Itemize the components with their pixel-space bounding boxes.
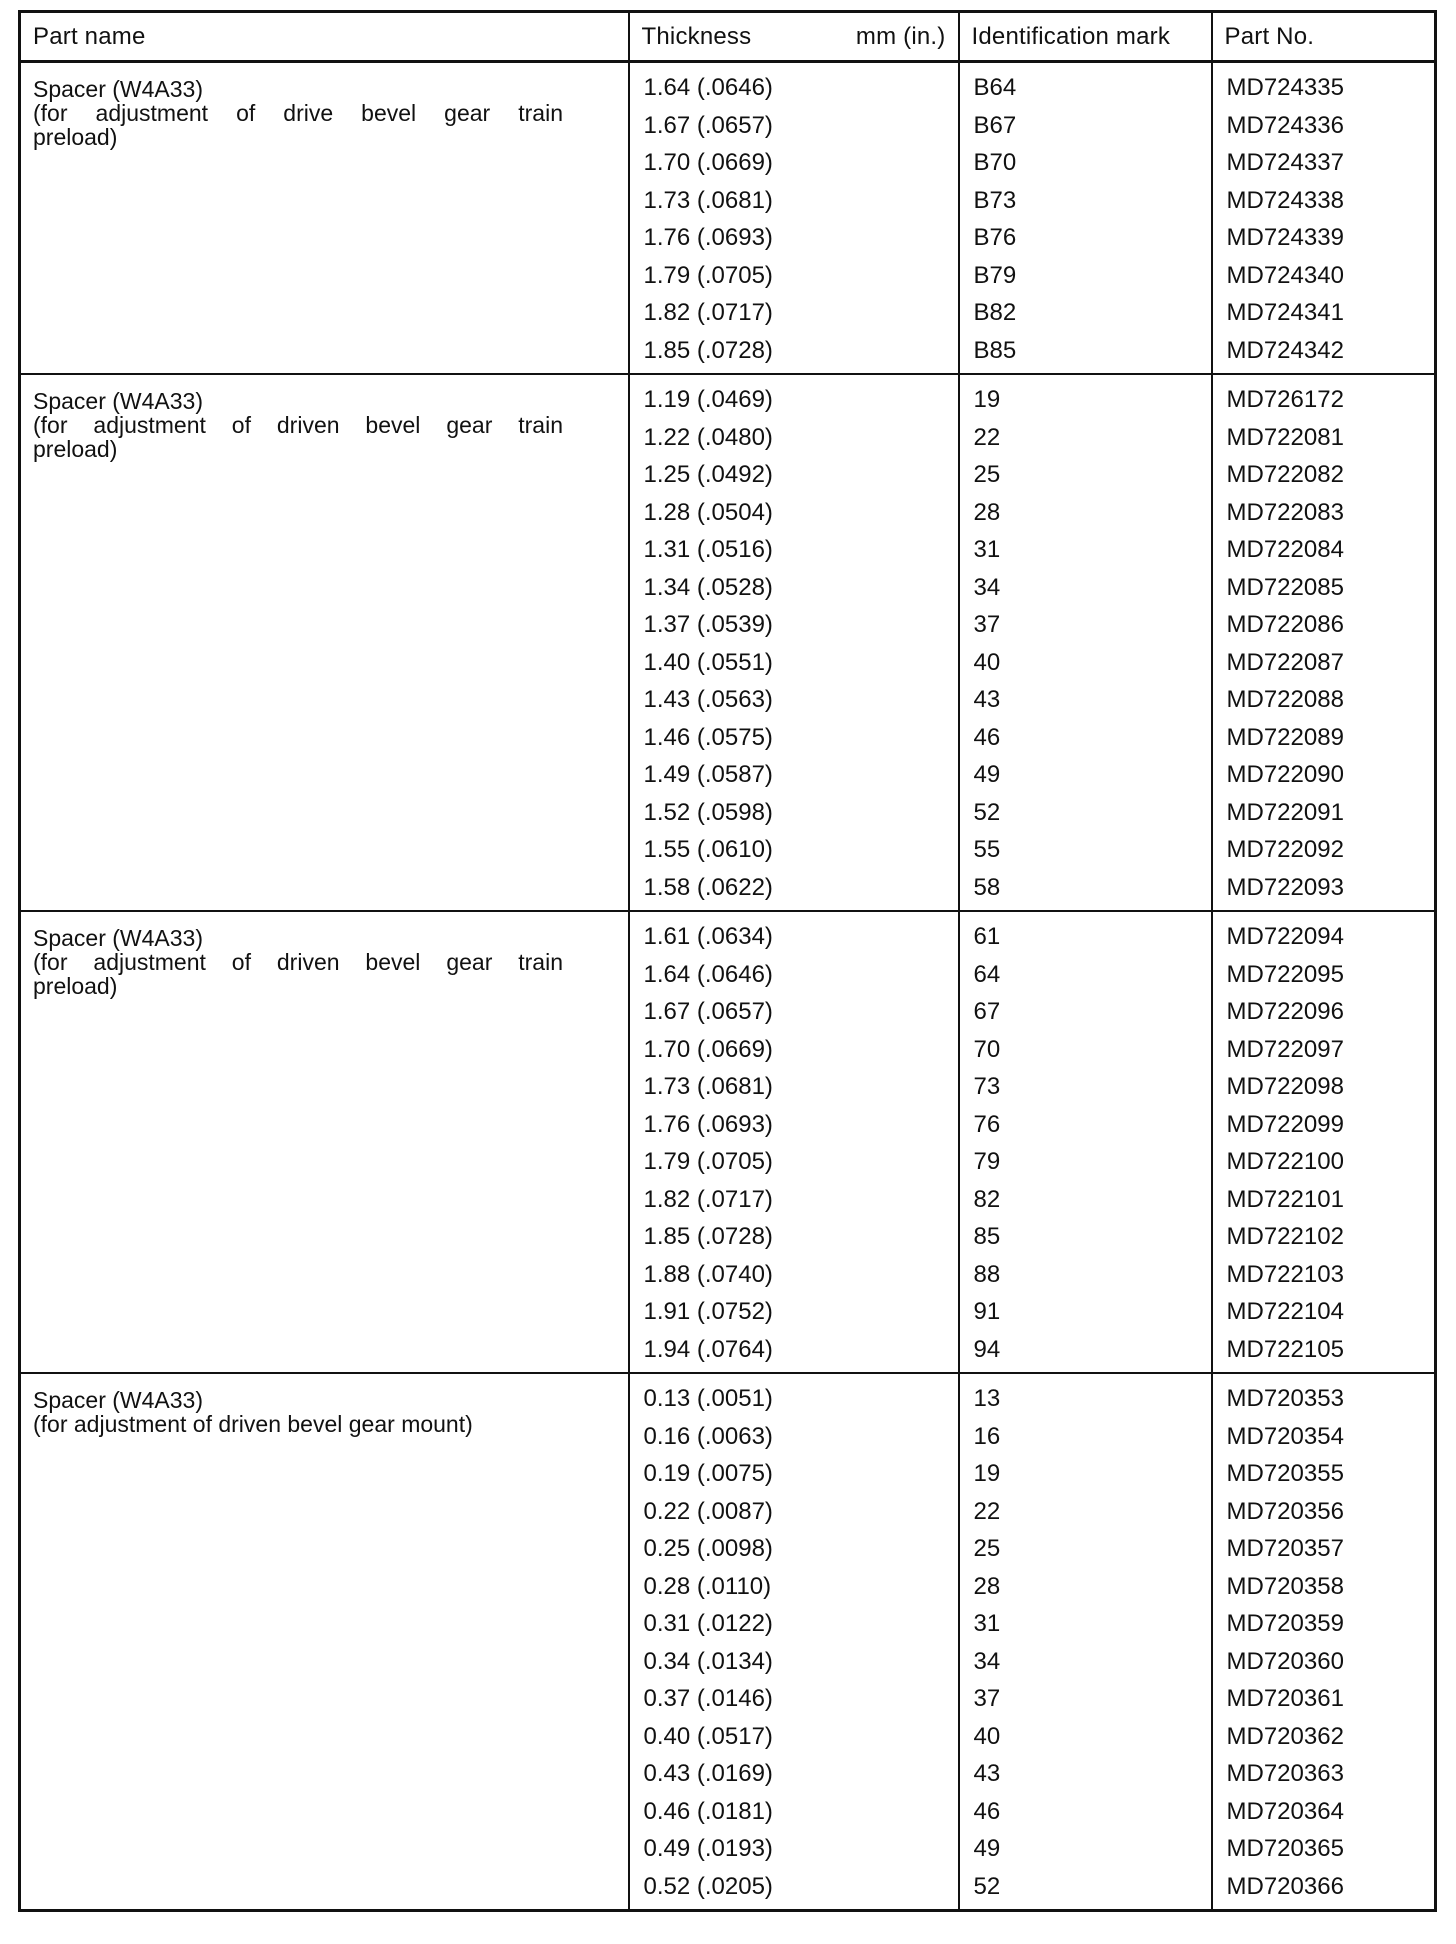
part-no-value: MD724341 xyxy=(1226,299,1344,326)
identification-mark-cell xyxy=(959,374,1212,911)
thickness-value: 1.70 (.0669) xyxy=(643,149,773,176)
part-no-value: MD722103 xyxy=(1226,1260,1344,1288)
part-no-value: MD722090 xyxy=(1226,761,1344,788)
thickness-value: 1.37 (.0539) xyxy=(643,611,773,638)
part-no-value: MD722085 xyxy=(1226,573,1344,601)
thickness-value: 1.61 (.0634) xyxy=(643,923,773,950)
identification-mark-value: 22 xyxy=(973,423,1001,451)
identification-mark-value: B70 xyxy=(973,149,1017,176)
identification-mark-value: 43 xyxy=(973,1760,1001,1787)
part-name-cell xyxy=(20,911,629,1373)
header-thickness-unit: mm (in.) xyxy=(855,22,946,50)
part-name-cell xyxy=(20,1373,629,1911)
identification-mark-value: 37 xyxy=(973,1685,1001,1712)
part-no-value: MD722098 xyxy=(1226,1073,1344,1100)
identification-mark-value: B85 xyxy=(973,336,1017,364)
identification-mark-value: 25 xyxy=(973,1535,1001,1562)
identification-mark-value: 28 xyxy=(973,1572,1001,1600)
part-no-value: MD722105 xyxy=(1226,1335,1344,1363)
thickness-value: 1.52 (.0598) xyxy=(643,798,773,826)
thickness-value: 1.58 (.0622) xyxy=(643,873,773,901)
part-no-value: MD722097 xyxy=(1226,1035,1344,1063)
part-no-value: MD726172 xyxy=(1226,386,1344,413)
part-no-value: MD722096 xyxy=(1226,998,1344,1025)
thickness-value: 1.73 (.0681) xyxy=(643,1073,773,1100)
thickness-value: 1.49 (.0587) xyxy=(643,761,773,788)
identification-mark-value: 91 xyxy=(973,1298,1001,1325)
thickness-value: 1.79 (.0705) xyxy=(643,1148,773,1175)
part-no-value: MD722082 xyxy=(1226,461,1344,488)
table-body xyxy=(20,62,1436,1911)
identification-mark-value: B76 xyxy=(973,224,1017,251)
thickness-value: 0.37 (.0146) xyxy=(643,1685,773,1712)
part-no-cell xyxy=(1212,1373,1436,1911)
identification-mark-value: 85 xyxy=(973,1223,1001,1250)
part-no-value: MD720359 xyxy=(1226,1610,1344,1637)
identification-mark-value: 94 xyxy=(973,1335,1001,1363)
thickness-value: 0.22 (.0087) xyxy=(643,1497,773,1525)
part-no-value: MD722102 xyxy=(1226,1223,1344,1250)
part-no-value: MD720354 xyxy=(1226,1422,1344,1450)
identification-mark-value: 37 xyxy=(973,611,1001,638)
part-no-cell xyxy=(1212,374,1436,911)
part-no-value: MD722095 xyxy=(1226,960,1344,988)
identification-mark-value: 70 xyxy=(973,1035,1001,1063)
identification-mark-value: B82 xyxy=(973,299,1017,326)
part-name-title: Spacer (W4A33) xyxy=(33,76,204,102)
thickness-value: 1.76 (.0693) xyxy=(643,224,773,251)
part-no-value: MD720365 xyxy=(1226,1835,1344,1862)
part-no-value: MD722093 xyxy=(1226,873,1344,901)
thickness-value: 0.40 (.0517) xyxy=(643,1722,773,1750)
part-no-value: MD722101 xyxy=(1226,1185,1344,1213)
part-no-value: MD720356 xyxy=(1226,1497,1344,1525)
identification-mark-value: 46 xyxy=(973,1797,1001,1825)
part-name-title: Spacer (W4A33) xyxy=(33,1387,204,1413)
table-header xyxy=(20,12,1436,62)
thickness-value: 0.43 (.0169) xyxy=(643,1760,773,1787)
header-part-no: Part No. xyxy=(1212,12,1436,62)
thickness-value: 0.34 (.0134) xyxy=(643,1647,773,1675)
part-no-value: MD722104 xyxy=(1226,1298,1344,1325)
part-no-value: MD720364 xyxy=(1226,1797,1344,1825)
thickness-value: 1.82 (.0717) xyxy=(643,1185,773,1213)
part-name-purpose: (for adjustment of driven bevel gear mount) xyxy=(33,1411,473,1437)
thickness-value: 1.85 (.0728) xyxy=(643,1223,773,1250)
thickness-value: 1.82 (.0717) xyxy=(643,299,773,326)
thickness-value: 1.31 (.0516) xyxy=(643,536,773,563)
thickness-cell xyxy=(629,1373,959,1911)
thickness-value: 1.55 (.0610) xyxy=(643,836,773,863)
part-no-value: MD722081 xyxy=(1226,423,1344,451)
thickness-value: 1.91 (.0752) xyxy=(643,1298,773,1325)
thickness-value: 0.13 (.0051) xyxy=(643,1385,773,1412)
thickness-value: 1.73 (.0681) xyxy=(643,186,773,214)
part-no-value: MD724340 xyxy=(1226,261,1344,289)
identification-mark-value: B79 xyxy=(973,261,1017,289)
thickness-value: 0.19 (.0075) xyxy=(643,1460,773,1487)
part-no-value: MD722087 xyxy=(1226,648,1344,676)
thickness-value: 1.94 (.0764) xyxy=(643,1335,773,1363)
identification-mark-cell xyxy=(959,911,1212,1373)
header-part-name: Part name xyxy=(20,12,629,62)
thickness-value: 1.28 (.0504) xyxy=(643,498,773,526)
part-no-value: MD720358 xyxy=(1226,1572,1344,1600)
thickness-value: 1.40 (.0551) xyxy=(643,648,773,676)
thickness-value: 0.31 (.0122) xyxy=(643,1610,773,1637)
header-thickness xyxy=(629,12,959,62)
part-name-purpose-cont: preload) xyxy=(33,973,118,999)
part-no-value: MD720362 xyxy=(1226,1722,1344,1750)
part-no-value: MD724342 xyxy=(1226,336,1344,364)
thickness-cell xyxy=(629,911,959,1373)
part-no-value: MD720355 xyxy=(1226,1460,1344,1487)
part-no-value: MD724335 xyxy=(1226,74,1344,101)
identification-mark-value: 52 xyxy=(973,1872,1001,1900)
identification-mark-cell xyxy=(959,62,1212,375)
identification-mark-value: B67 xyxy=(973,111,1017,139)
thickness-value: 0.16 (.0063) xyxy=(643,1422,773,1450)
spacer-spec-page xyxy=(18,10,1434,1912)
part-no-value: MD722088 xyxy=(1226,686,1344,713)
part-no-value: MD720360 xyxy=(1226,1647,1344,1675)
identification-mark-value: B73 xyxy=(973,186,1017,214)
identification-mark-value: 88 xyxy=(973,1260,1001,1288)
thickness-value: 1.85 (.0728) xyxy=(643,336,773,364)
thickness-value: 1.79 (.0705) xyxy=(643,261,773,289)
part-no-value: MD722091 xyxy=(1226,798,1344,826)
thickness-value: 1.19 (.0469) xyxy=(643,386,773,413)
identification-mark-value: 82 xyxy=(973,1185,1001,1213)
identification-mark-value: B64 xyxy=(973,74,1017,101)
identification-mark-value: 61 xyxy=(973,923,1001,950)
part-name-purpose: (for adjustment of drive bevel gear train xyxy=(33,100,563,126)
identification-mark-value: 46 xyxy=(973,723,1001,751)
thickness-value: 1.25 (.0492) xyxy=(643,461,773,488)
thickness-value: 1.76 (.0693) xyxy=(643,1110,773,1138)
header-row xyxy=(20,12,1436,62)
part-no-value: MD720357 xyxy=(1226,1535,1344,1562)
part-name-purpose-cont: preload) xyxy=(33,124,118,150)
identification-mark-value: 28 xyxy=(973,498,1001,526)
thickness-value: 1.22 (.0480) xyxy=(643,423,773,451)
identification-mark-value: 49 xyxy=(973,761,1001,788)
part-no-value: MD720363 xyxy=(1226,1760,1344,1787)
part-no-cell xyxy=(1212,911,1436,1373)
part-no-value: MD720361 xyxy=(1226,1685,1344,1712)
identification-mark-value: 55 xyxy=(973,836,1001,863)
part-name-purpose: (for adjustment of driven bevel gear train xyxy=(33,949,563,975)
thickness-value: 1.34 (.0528) xyxy=(643,573,773,601)
identification-mark-value: 16 xyxy=(973,1422,1001,1450)
identification-mark-value: 76 xyxy=(973,1110,1001,1138)
identification-mark-value: 64 xyxy=(973,960,1001,988)
identification-mark-value: 67 xyxy=(973,998,1001,1025)
spacer-group-row xyxy=(20,374,1436,911)
part-name-purpose: (for adjustment of driven bevel gear train xyxy=(33,412,563,438)
thickness-value: 0.28 (.0110) xyxy=(643,1572,772,1600)
identification-mark-value: 49 xyxy=(973,1835,1001,1862)
thickness-value: 0.52 (.0205) xyxy=(643,1872,773,1900)
identification-mark-value: 13 xyxy=(973,1385,1001,1412)
part-no-value: MD722083 xyxy=(1226,498,1344,526)
spacer-spec-table xyxy=(18,10,1437,1912)
thickness-value: 1.67 (.0657) xyxy=(643,998,773,1025)
part-no-value: MD722092 xyxy=(1226,836,1344,863)
thickness-value: 0.46 (.0181) xyxy=(643,1797,773,1825)
part-no-value: MD722094 xyxy=(1226,923,1344,950)
identification-mark-value: 79 xyxy=(973,1148,1001,1175)
thickness-value: 1.46 (.0575) xyxy=(643,723,773,751)
thickness-cell xyxy=(629,374,959,911)
part-no-value: MD722086 xyxy=(1226,611,1344,638)
part-name-title: Spacer (W4A33) xyxy=(33,925,204,951)
header-identification-mark: Identification mark xyxy=(959,12,1212,62)
thickness-cell xyxy=(629,62,959,375)
part-no-value: MD720353 xyxy=(1226,1385,1344,1412)
part-name-cell xyxy=(20,62,629,375)
header-thickness-label: Thickness xyxy=(641,22,752,50)
thickness-value: 1.43 (.0563) xyxy=(643,686,773,713)
part-no-value: MD724337 xyxy=(1226,149,1344,176)
identification-mark-value: 40 xyxy=(973,1722,1001,1750)
part-no-value: MD724339 xyxy=(1226,224,1344,251)
part-name-purpose-cont: preload) xyxy=(33,436,118,462)
part-no-value: MD724338 xyxy=(1226,186,1344,214)
spacer-group-row xyxy=(20,62,1436,375)
identification-mark-value: 34 xyxy=(973,573,1001,601)
spacer-group-row xyxy=(20,1373,1436,1911)
identification-mark-value: 22 xyxy=(973,1497,1001,1525)
part-no-value: MD722089 xyxy=(1226,723,1344,751)
thickness-value: 1.70 (.0669) xyxy=(643,1035,773,1063)
identification-mark-value: 19 xyxy=(973,1460,1001,1487)
part-name-title: Spacer (W4A33) xyxy=(33,388,204,414)
identification-mark-value: 31 xyxy=(973,536,1001,563)
thickness-value: 0.49 (.0193) xyxy=(643,1835,773,1862)
part-no-value: MD724336 xyxy=(1226,111,1344,139)
thickness-value: 1.67 (.0657) xyxy=(643,111,773,139)
identification-mark-value: 34 xyxy=(973,1647,1001,1675)
identification-mark-value: 58 xyxy=(973,873,1001,901)
part-no-value: MD720366 xyxy=(1226,1872,1344,1900)
thickness-value: 1.64 (.0646) xyxy=(643,74,773,101)
identification-mark-value: 19 xyxy=(973,386,1001,413)
thickness-value: 1.88 (.0740) xyxy=(643,1260,773,1288)
identification-mark-value: 52 xyxy=(973,798,1001,826)
part-name-cell xyxy=(20,374,629,911)
spacer-group-row xyxy=(20,911,1436,1373)
thickness-value: 0.25 (.0098) xyxy=(643,1535,773,1562)
identification-mark-value: 31 xyxy=(973,1610,1001,1637)
identification-mark-value: 73 xyxy=(973,1073,1001,1100)
part-no-value: MD722084 xyxy=(1226,536,1344,563)
thickness-value: 1.64 (.0646) xyxy=(643,960,773,988)
part-no-value: MD722100 xyxy=(1226,1148,1344,1175)
identification-mark-value: 40 xyxy=(973,648,1001,676)
part-no-value: MD722099 xyxy=(1226,1110,1344,1138)
identification-mark-value: 43 xyxy=(973,686,1001,713)
part-no-cell xyxy=(1212,62,1436,375)
identification-mark-cell xyxy=(959,1373,1212,1911)
identification-mark-value: 25 xyxy=(973,461,1001,488)
